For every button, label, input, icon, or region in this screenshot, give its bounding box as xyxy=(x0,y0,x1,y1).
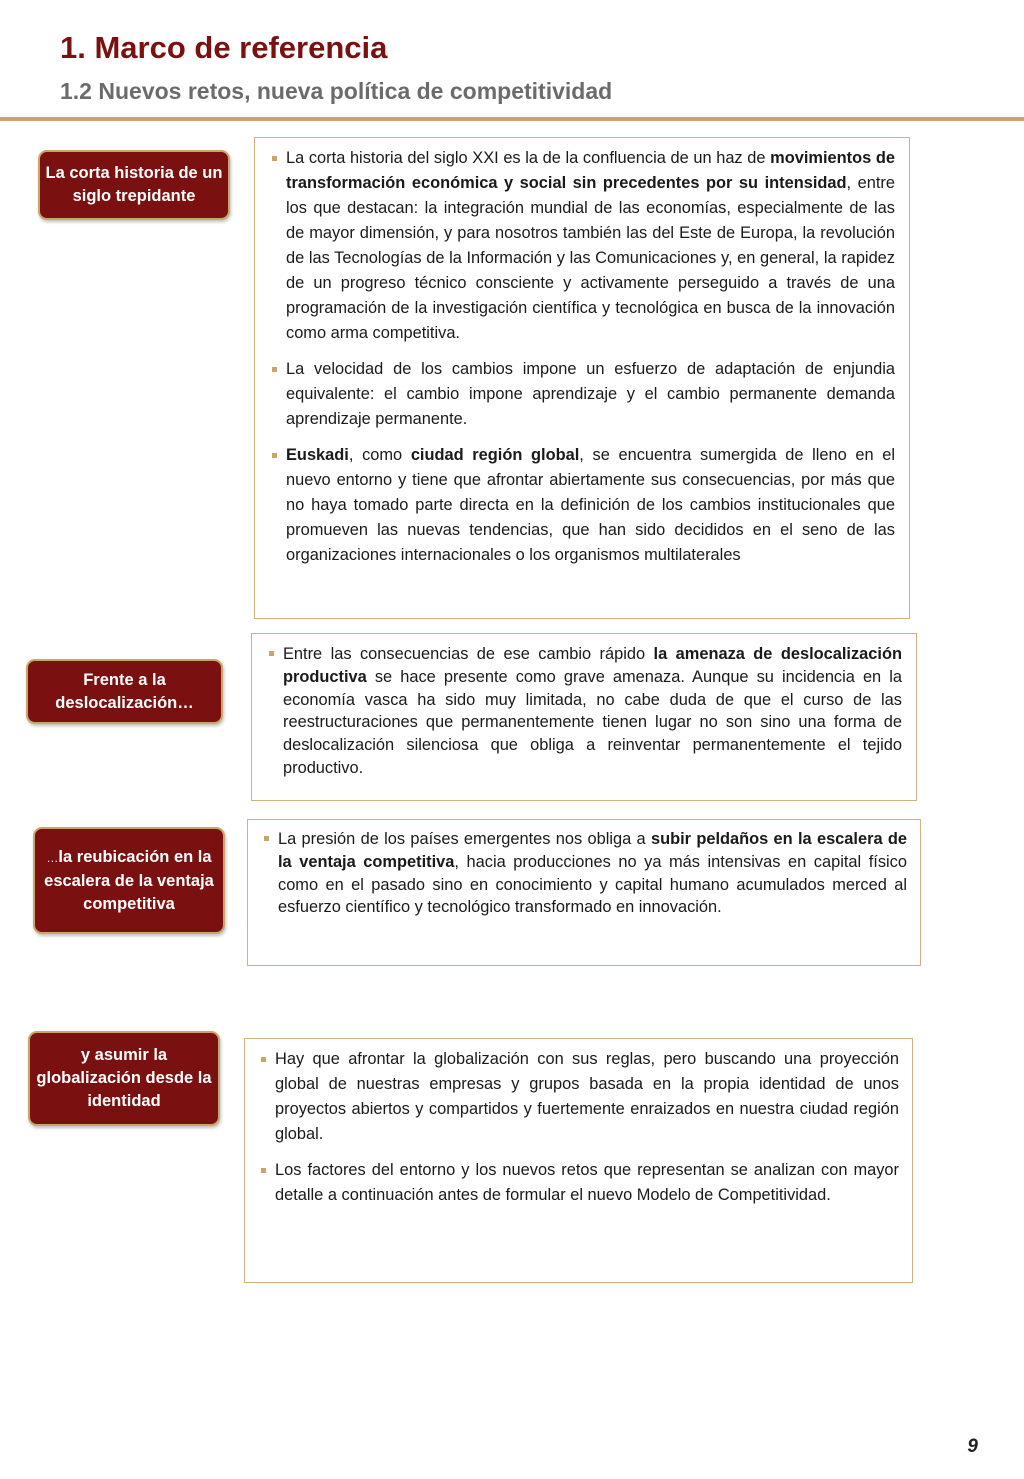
bullet-marker-icon xyxy=(261,1057,266,1062)
section-label-corta-historia xyxy=(38,150,230,220)
body-text: se hace presente como grave amenaza. Aunque su incidencia en la economía vasca ha sido muy limitada, no cabe duda de que el curso de las reestructuraciones que permanentemente tienen lugar no son sino una forma de deslocalización silenciosa que obliga a reinventar permanentemente el tejido productivo. xyxy=(283,667,902,777)
section-label-text xyxy=(39,846,219,916)
bullet-marker-icon xyxy=(272,156,277,161)
section-label-text: Frente a la deslocalización… xyxy=(55,670,194,712)
body-text: Los factores del entorno y los nuevos retos que representan se analizan con mayor detalle a continuación antes de formular el nuevo Modelo de Competitividad. xyxy=(275,1161,899,1204)
section-label-deslocalizacion xyxy=(26,659,223,724)
content-box-corta-historia xyxy=(254,137,910,619)
body-text: La velocidad de los cambios impone un esfuerzo de adaptación de enjundia equivalente: el cambio impone aprendizaje y el cambio permanente demanda aprendizaje permanente. xyxy=(286,360,895,428)
bold-text: Euskadi xyxy=(286,446,349,464)
body-text: Entre las consecuencias de ese cambio rápido xyxy=(283,645,654,663)
bold-text: movimientos de transformación económica y social sin precedentes por su intensidad xyxy=(286,149,896,192)
body-text: , se encuentra sumergida de lleno en el nuevo entorno y tiene que afrontar abiertamente sus consecuencias, por más que no haya tomado parte directa en la definición de los cambios institucionales que promueven las nuevas tendencias, que han sido decididos en el seno de las organizaciones internacionales o los organismos multilaterales xyxy=(286,446,896,564)
bullet-item xyxy=(261,828,907,919)
bullet-item xyxy=(269,146,895,346)
bold-text: ciudad región global xyxy=(410,446,580,464)
bullet-item xyxy=(258,1047,899,1147)
section-label-globalizacion xyxy=(28,1031,220,1126)
bullet-list xyxy=(266,643,902,780)
header-divider xyxy=(0,117,1024,121)
body-text: , entre los que destacan: la integración mundial de las economías, especialmente de las de mayor dimensión, y para nosotros también las del Este de Europa, la revolución de las Tecnologías de la Información y las Comunicaciones y, en general, la rapidez de un progreso técnico consciente y activamente perseguido a través de una programación de la investigación científica y tecnológica en busca de la innovación como arma competitiva. xyxy=(286,174,895,342)
bullet-list xyxy=(261,828,907,919)
bullet-item xyxy=(258,1158,899,1208)
bullet-list xyxy=(269,146,895,568)
content-box-deslocalizacion xyxy=(251,633,917,801)
bold-text: la amenaza de deslocalización productiva xyxy=(283,645,902,686)
body-text: La corta historia del siglo XXI es la de la confluencia de un haz de xyxy=(286,149,771,167)
bullet-marker-icon xyxy=(272,367,277,372)
content-box-globalizacion xyxy=(244,1038,913,1283)
page-title: 1. Marco de referencia xyxy=(60,30,388,65)
body-text: , hacia producciones no ya más intensivas en capital físico como en el pasado sino en conocimiento y capital humano acumulados merced al esfuerzo científico y tecnológico transformado en innovación. xyxy=(278,852,907,917)
section-label-text: y asumir la globalización desde la identidad xyxy=(36,1046,212,1110)
bullet-item xyxy=(266,643,902,780)
section-label-text: La corta historia de un siglo trepidante xyxy=(45,164,223,205)
page-subtitle: 1.2 Nuevos retos, nueva política de competitividad xyxy=(60,78,613,104)
page-number: 9 xyxy=(967,1436,978,1457)
bullet-marker-icon xyxy=(261,1168,266,1173)
bullet-marker-icon xyxy=(264,836,269,841)
bullet-marker-icon xyxy=(272,453,277,458)
bullet-list xyxy=(258,1047,899,1208)
bullet-marker-icon xyxy=(269,651,274,656)
section-label-prefix: … xyxy=(46,850,59,865)
body-text: , como xyxy=(348,446,411,464)
body-text: Hay que afrontar la globalización con sus reglas, pero buscando una proyección global de nuestras empresas y grupos basada en la propia identidad de unos proyectos abiertos y compartidos y fuertemente enraizados en nuestra ciudad región global. xyxy=(275,1050,899,1143)
content-box-reubicacion xyxy=(247,819,921,966)
section-label-main: la reubicación en la escalera de la ventaja competitiva xyxy=(44,847,214,913)
body-text: La presión de los países emergentes nos obliga a xyxy=(278,830,651,848)
bullet-item xyxy=(269,357,895,432)
bullet-item xyxy=(269,443,895,568)
section-label-reubicacion xyxy=(33,827,225,934)
bold-text: subir peldaños en la escalera de la ventaja competitiva xyxy=(278,830,907,871)
